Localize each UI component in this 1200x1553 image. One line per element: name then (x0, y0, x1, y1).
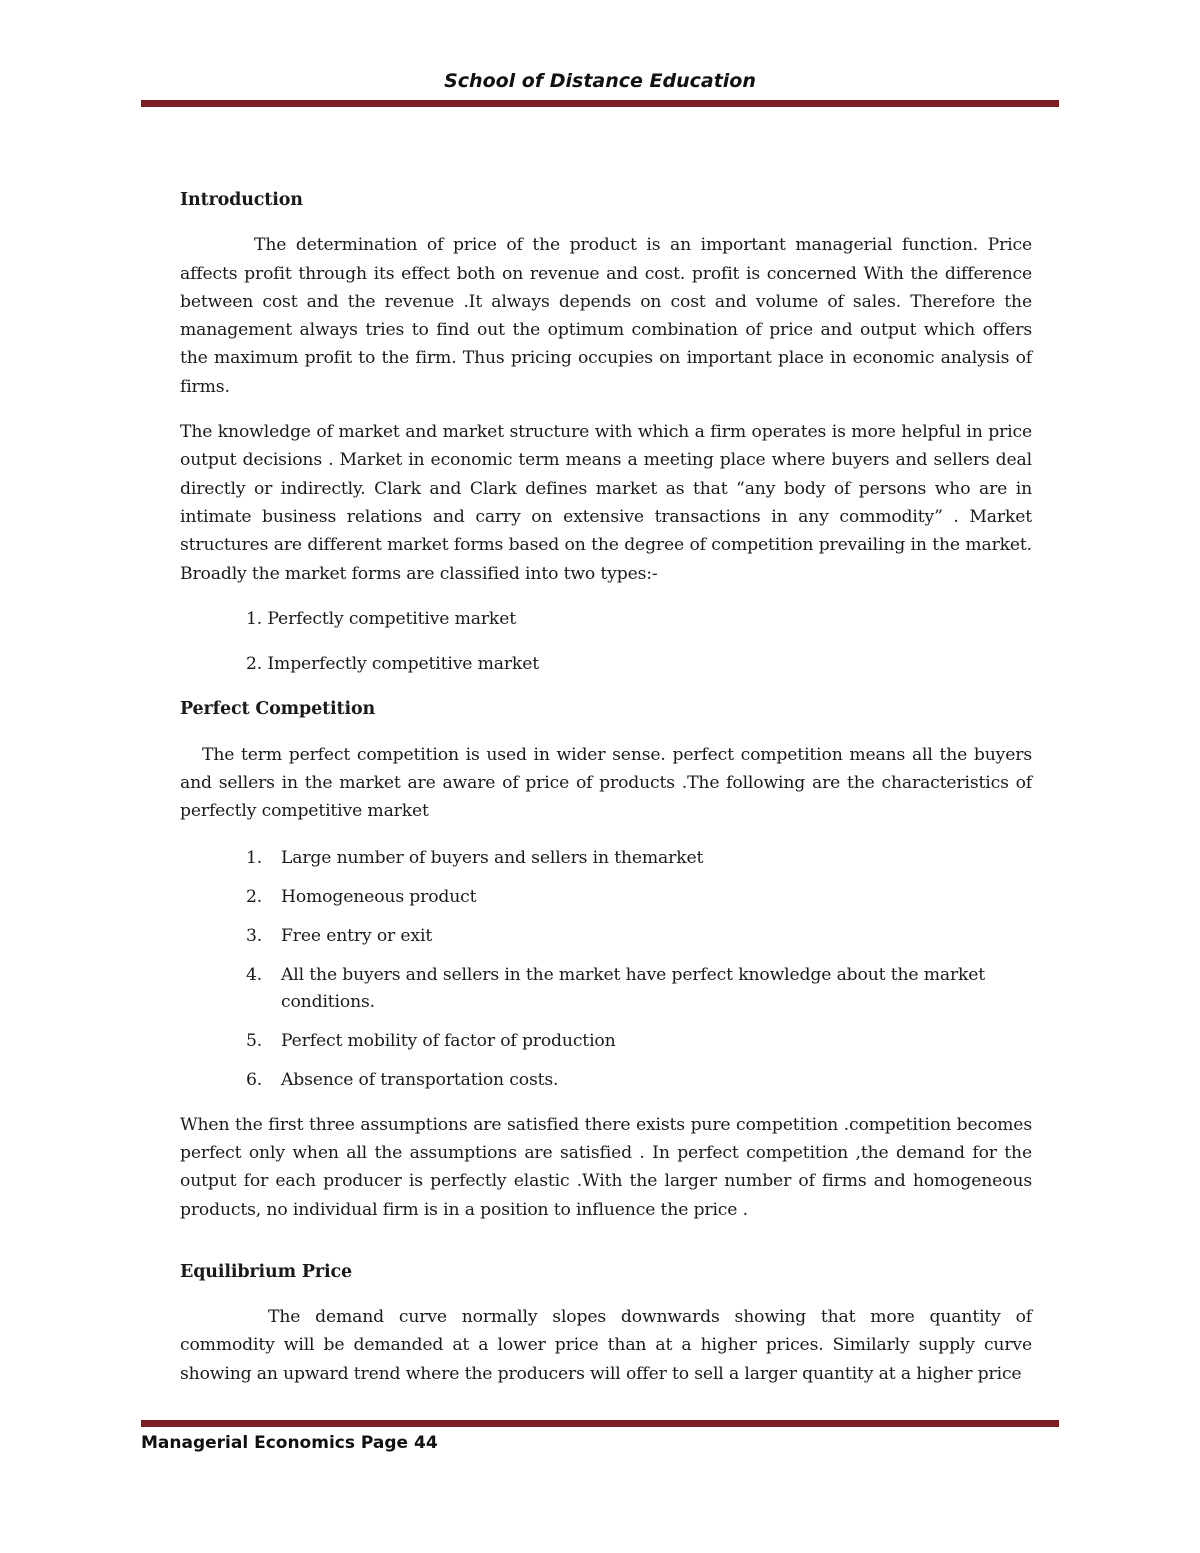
market-types-list (180, 605, 1032, 679)
perfect-competition-paragraph-2: When the first three assumptions are satisfied there exists pure competition .competition becomes perfect only when all the assumptions are satisfied . In perfect competition ,the demand for the output for each producer is perfectly elastic .With the larger number of firms and homogeneous products, no individual firm is in a position to influence the price . (180, 1114, 1032, 1220)
list-item-text: All the buyers and sellers in the market have perfect knowledge about the market conditions. (281, 964, 986, 1012)
list-item-text: Absence of transportation costs. (281, 1069, 559, 1090)
section-heading-equilibrium-price: Equilibrium Price (180, 1261, 352, 1282)
list-item: 1. Perfectly competitive market (246, 608, 516, 629)
list-item-number: 2. (246, 886, 263, 907)
introduction-paragraph-2: The knowledge of market and market structure with which a firm operates is more helpful in price output decisions . Market in economic term means a meeting place where buyers and sellers deal directly or indirectly. Clark and Clark defines market as that “any body of persons who are in intimate business relations and carry on extensive transactions in any commodity” . Market structures are different market forms based on the degree of competition prevailing in the market. Broadly the market forms are classified into two types:- (180, 422, 1032, 584)
list-item-number: 3. (246, 925, 263, 946)
list-item-text: Perfect mobility of factor of production (281, 1030, 616, 1051)
introduction-paragraph-1: The determination of price of the product is an important managerial function. Price affects profit through its effect both on revenue and cost. profit is concerned With the difference between cost and the revenue .It always depends on cost and volume of sales. Therefore the management always tries to find out the optimum combination of price and output which offers the maximum profit to the firm. Thus pricing occupies on important place in economic analysis of firms. (180, 235, 1032, 397)
list-item (180, 923, 1032, 950)
list-item (180, 884, 1032, 911)
list-item-text: Free entry or exit (281, 925, 433, 946)
perfect-competition-paragraph-1: The term perfect competition is used in wider sense. perfect competition means all the buyers and sellers in the market are aware of price of products .The following are the characteristics of perfectly competitive market (180, 744, 1032, 822)
list-item-number: 1. (246, 847, 263, 868)
list-item-number: 4. (246, 964, 263, 985)
list-item-text: Large number of buyers and sellers in themarket (281, 847, 704, 868)
page-header-title: School of Distance Education (444, 70, 756, 92)
list-item (180, 845, 1032, 872)
characteristics-list (180, 845, 1032, 1094)
page-content (180, 186, 1032, 1388)
list-item-number: 5. (246, 1030, 263, 1051)
equilibrium-price-paragraph-1: The demand curve normally slopes downwards showing that more quantity of commodity will be demanded at a lower price than at a higher prices. Similarly supply curve showing an upward trend where the producers will offer to sell a larger quantity at a higher price (180, 1307, 1032, 1384)
list-item (180, 1067, 1032, 1094)
page-footer: Managerial Economics Page 44 (141, 1433, 438, 1453)
list-item (180, 962, 1032, 1016)
footer-rule (141, 1420, 1059, 1427)
section-heading-perfect-competition: Perfect Competition (180, 699, 376, 720)
section-heading-introduction: Introduction (180, 190, 303, 210)
header-rule (141, 100, 1059, 107)
list-item-text: Homogeneous product (281, 886, 477, 907)
list-item: 2. Imperfectly competitive market (246, 654, 539, 675)
list-item-number: 6. (246, 1069, 263, 1090)
list-item (180, 1028, 1032, 1055)
